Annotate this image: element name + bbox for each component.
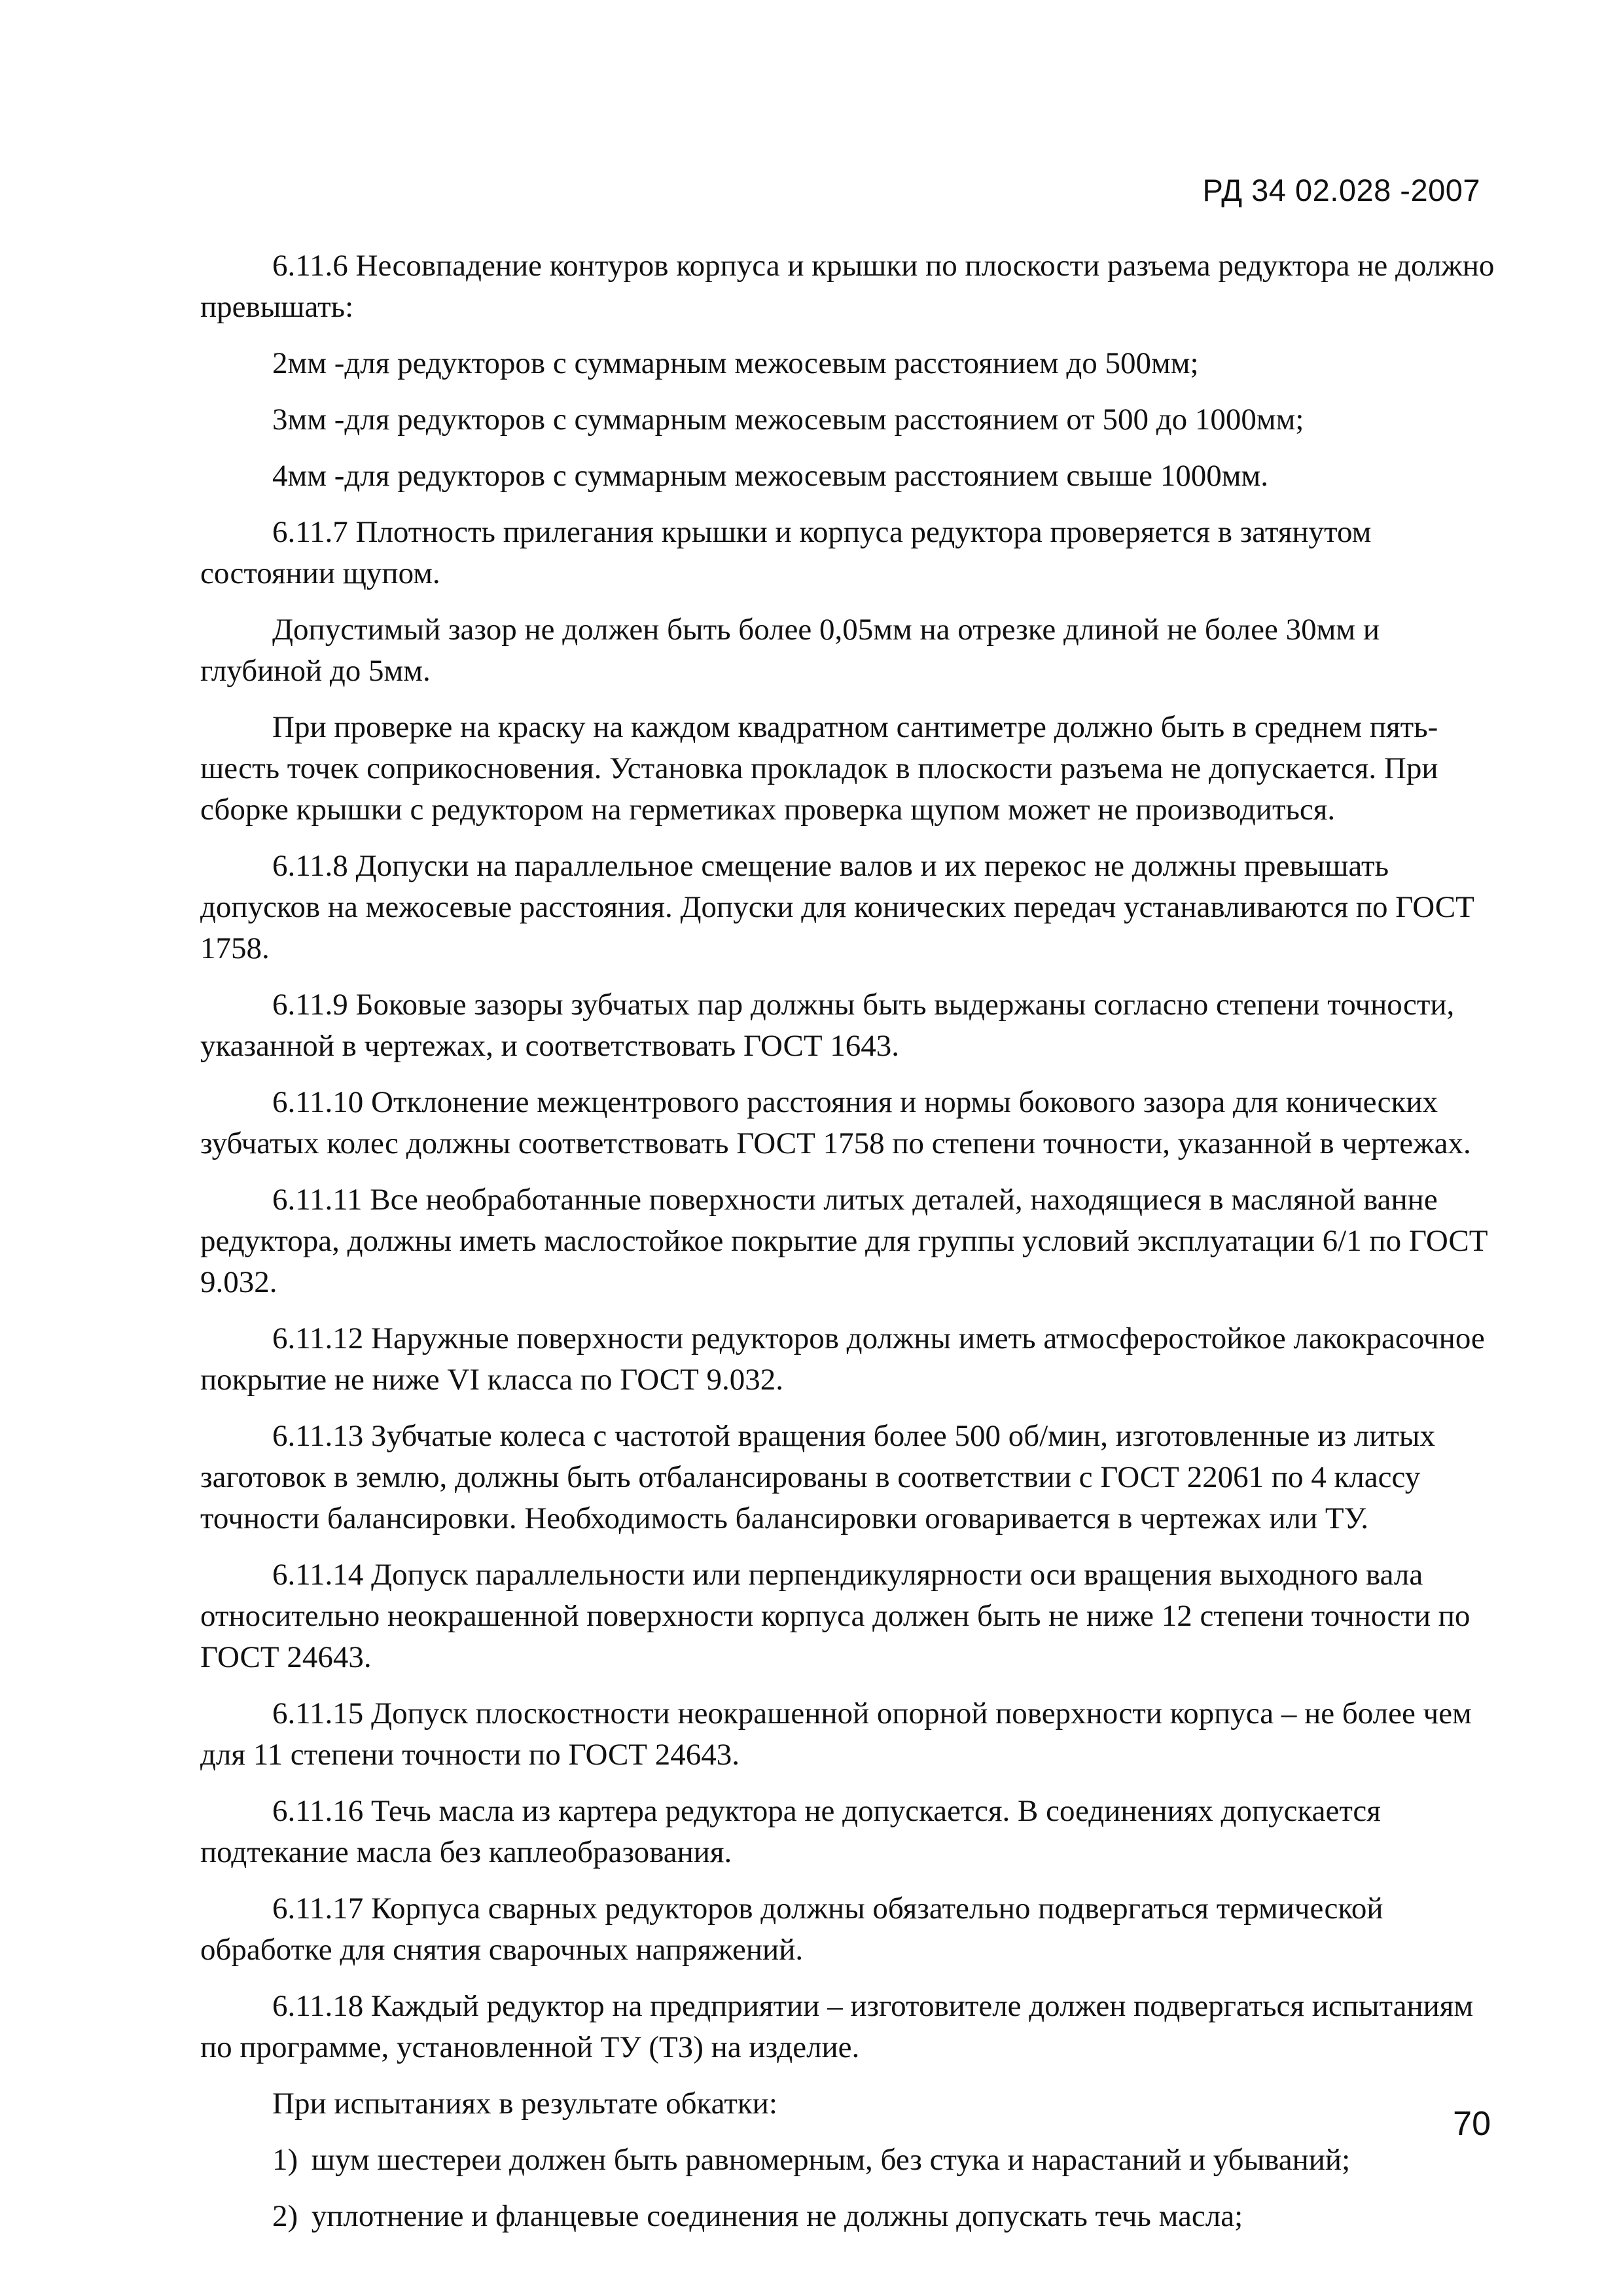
paragraph-6-11-8: 6.11.8 Допуски на параллельное смещение валов и их перекос не должны превышать допусков на межосевые расстояния. Допуски для конических передач устанавливаются по ГОСТ 1758. <box>200 849 1474 965</box>
list-item <box>200 2140 1503 2181</box>
paragraph-6-11-12: 6.11.12 Наружные поверхности редукторов должны иметь атмосферостойкое лакокрасочное покрытие не ниже VI класса по ГОСТ 9.032. <box>200 1321 1485 1397</box>
paragraph-limit-3mm: 3мм -для редукторов с суммарным межосевым расстоянием от 500 до 1000мм; <box>272 403 1304 437</box>
document-code: РД 34 02.028 -2007 <box>1202 173 1480 207</box>
paragraph-6-11-15: 6.11.15 Допуск плоскостности неокрашенной опорной поверхности корпуса – не более чем для 11 степени точности по ГОСТ 24643. <box>200 1696 1472 1772</box>
paragraph-6-11-17: 6.11.17 Корпуса сварных редукторов должны обязательно подвергаться термической обработке для снятия сварочных напряжений. <box>200 1892 1383 1967</box>
paragraph-6-11-9: 6.11.9 Боковые зазоры зубчатых пар должны быть выдержаны согласно степени точности, указанной в чертежах, и соответствовать ГОСТ 1643. <box>200 988 1455 1063</box>
paragraph-6-11-6: 6.11.6 Несовпадение контуров корпуса и крышки по плоскости разъема редуктора не должно превышать: <box>200 249 1495 324</box>
paragraph-6-11-11: 6.11.11 Все необработанные поверхности литых деталей, находящиеся в масляной ванне редуктора, должны иметь маслостойкое покрытие для группы условий эксплуатации 6/1 по ГОСТ 9.032. <box>200 1183 1488 1299</box>
paragraph-limit-2mm: 2мм -для редукторов с суммарным межосевым расстоянием до 500мм; <box>272 346 1199 380</box>
paragraph-6-11-16: 6.11.16 Течь масла из картера редуктора не допускается. В соединениях допускается подтекание масла без каплеобразования. <box>200 1794 1381 1869</box>
paragraph-6-11-7: 6.11.7 Плотность прилегания крышки и корпуса редуктора проверяется в затянутом состоянии щупом. <box>200 515 1372 590</box>
paragraph-6-11-10: 6.11.10 Отклонение межцентрового расстояния и нормы бокового зазора для конических зубчатых колес должны соответствовать ГОСТ 1758 по степени точности, указанной в чертежах. <box>200 1085 1471 1160</box>
paragraph-6-11-18: 6.11.18 Каждый редуктор на предприятии – изготовителе должен подвергаться испытаниям по программе, установленной ТУ (ТЗ) на изделие. <box>200 1989 1474 2064</box>
list-item-text: уплотнение и фланцевые соединения не должны допускать течь масла; <box>311 2199 1243 2233</box>
list-item-text: шум шестереи должен быть равномерным, без стука и нарастаний и убываний; <box>311 2143 1351 2177</box>
list-item <box>200 2196 1503 2237</box>
paragraph-allowed-gap: Допустимый зазор не должен быть более 0,05мм на отрезке длиной не более 30мм и глубиной до 5мм. <box>200 613 1380 688</box>
document-body <box>200 245 1503 2252</box>
paragraph-6-11-13: 6.11.13 Зубчатые колеса с частотой вращения более 500 об/мин, изготовленные из литых заготовок в землю, должны быть отбалансированы в соответствии с ГОСТ 22061 по 4 классу точности балансировки. Необходимость балансировки оговаривается в чертежах или ТУ. <box>200 1419 1435 1535</box>
paragraph-limit-4mm: 4мм -для редукторов с суммарным межосевым расстоянием свыше 1000мм. <box>272 459 1269 493</box>
paragraph-test-intro: При испытаниях в результате обкатки: <box>272 2087 777 2121</box>
page-number: 70 <box>1453 2105 1491 2143</box>
paragraph-paint-check: При проверке на краску на каждом квадратном сантиметре должно быть в среднем пять-шесть точек соприкосновения. Установка прокладок в плоскости разъема не допускается. При сборке крышки с редуктором на герметиках проверка щупом может не производиться. <box>200 710 1438 827</box>
paragraph-6-11-14: 6.11.14 Допуск параллельности или перпендикулярности оси вращения выходного вала относительно неокрашенной поверхности корпуса должен быть не ниже 12 степени точности по ГОСТ 24643. <box>200 1558 1471 1674</box>
list-item-number: 1) <box>272 2143 298 2177</box>
list-item-number: 2) <box>272 2199 298 2233</box>
